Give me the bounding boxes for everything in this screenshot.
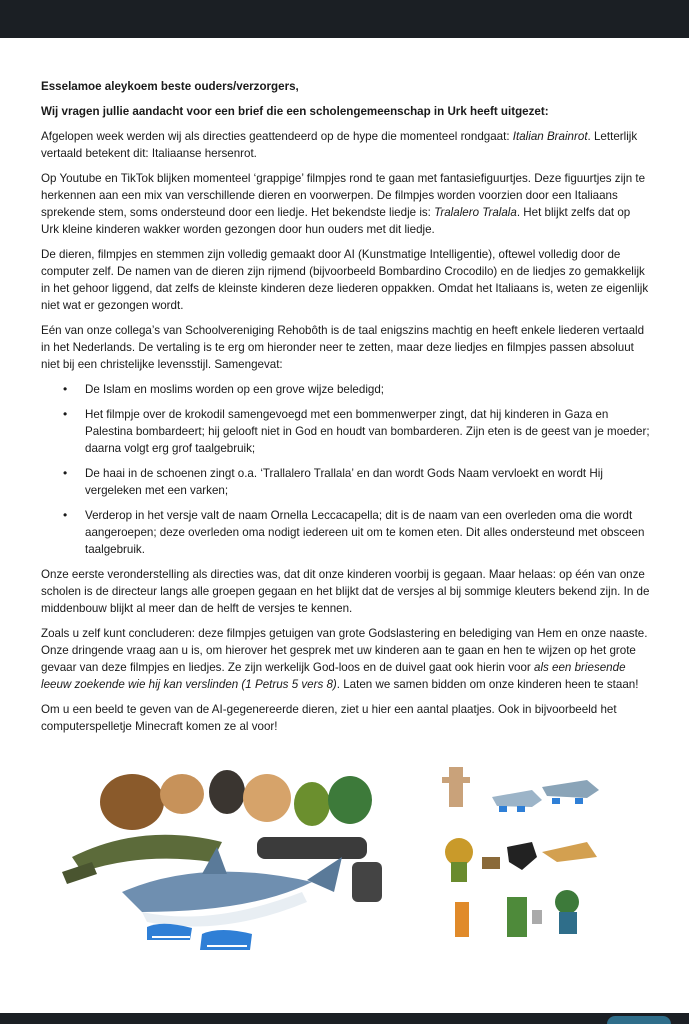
bottom-navigation-bar xyxy=(0,1013,689,1024)
p2-text-b: . Het blijkt zelfs dat op Urk kleine kinderen wakker worden gezongen door hun ouders met dit liedje. xyxy=(41,206,631,236)
home-indicator xyxy=(607,1016,671,1024)
paragraph-1 xyxy=(41,128,651,162)
minecraft-figures-image xyxy=(437,762,617,952)
list-item: • Verderop in het versje valt de naam Ornella Leccacapella; dit is de naam van een overleden oma die wordt aangeroepen; deze overleden oma nodigt iedereen uit om te komen eten. Dit alles ondersteund met obsceen taalgebruik. xyxy=(85,507,651,558)
illustrations xyxy=(52,762,672,962)
paragraph-7: Om u een beeld te geven van de AI-gegenereerde dieren, ziet u hier een aantal plaatjes. Ook in bijvoorbeeld het computerspelletje Minecraft komen ze al voor! xyxy=(41,703,617,733)
ai-animals-collage-image xyxy=(52,762,397,957)
p1-italic: Italian Brainrot xyxy=(512,130,588,143)
summary-list xyxy=(41,381,651,558)
p1-text-a: Afgelopen week werden wij als directies geattendeerd op de hype die momenteel rondgaat: xyxy=(41,130,513,143)
paragraph-4: Eén van onze collega’s van Schoolvereniging Rehobôth is de taal enigszins machtig en heeft enkele liederen vertaald in het Nederlands. De vertaling is te erg om hieronder neer te zetten, maar deze liedjes en filmpjes passen absoluut niet bij een christelijke levensstijl. Samengevat: xyxy=(41,324,645,371)
paragraph-2 xyxy=(41,170,651,238)
list-item: • Het filmpje over de krokodil samengevoegd met een bommenwerper zingt, dat hij kinderen in Gaza en Palestina bombardeert; hij gelooft niet in God en houdt van bombarderen. Zijn eten is de geest van je moeder; daarna volgt erg grof taalgebruik; xyxy=(85,406,651,457)
p2-text-a: Op Youtube en TikTok blijken momenteel ‘grappige’ filmpjes rond te gaan met fantasiefiguurtjes. Deze figuurtjes zijn te herkennen aan een mix van verschillende dieren en voorwerpen. De filmpjes worden voorzien door een Italiaans sprekende stem, soms ondersteund door een liedje. Het bekendste liedje is: xyxy=(41,172,646,219)
p6-text-a: Zoals u zelf kunt concluderen: deze filmpjes getuigen van grote Godslastering en belediging van Hem en onze naaste. Onze dringende vraag aan u is, om hierover het gesprek met uw kinderen aan te gaan en hen te wijzen op het grote gevaar van deze filmpjes en liedjes. Ze zijn werkelijk God-loos en de duivel gaat ook hierin voor xyxy=(41,627,648,674)
list-item: • De Islam en moslims worden op een grove wijze beledigd; xyxy=(85,381,651,398)
paragraph-5: Onze eerste veronderstelling als directies was, dat dit onze kinderen voorbij is gegaan. Maar helaas: op één van onze scholen is de directeur langs alle groepen gegaan en het blijkt dat de versjes al bij sommige kleuters bekend zijn. In de middenbouw blijkt al meer dan de helft de versjes te kennen. xyxy=(41,568,650,615)
top-status-bar xyxy=(0,0,689,38)
p6-italic: als een briesende leeuw zoekende wie hij kan verslinden (1 Petrus 5 vers 8) xyxy=(41,661,626,691)
intro-line: Wij vragen jullie aandacht voor een brief die een scholengemeenschap in Urk heeft uitgezet: xyxy=(41,105,549,118)
p2-italic: Tralalero Tralala xyxy=(434,206,517,219)
p1-text-b: . Letterlijk vertaald betekent dit: Italiaanse hersenrot. xyxy=(41,130,638,160)
greeting: Esselamoe aleykoem beste ouders/verzorgers, xyxy=(41,80,299,93)
letter-document xyxy=(41,78,651,743)
p6-text-b: . Laten we samen bidden om onze kinderen heen te staan! xyxy=(336,678,639,691)
list-item: • De haai in de schoenen zingt o.a. ‘Trallalero Trallala’ en dan wordt Gods Naam vervloekt en wordt Hij vergeleken met een varken; xyxy=(85,465,651,499)
paragraph-3: De dieren, filmpjes en stemmen zijn volledig gemaakt door AI (Kunstmatige Intelligentie), oftewel volledig door de computer zelf. De namen van de dieren zijn rijmend (bijvoorbeeld Bombardino Crocodilo) en de liedjes zo gemakkelijk in het gehoor liggend, dat zelfs de kleinste kinderen deze liederen oppakken. Omdat het Italiaans is, weten ze eigenlijk niet wat er gezongen wordt. xyxy=(41,248,649,312)
paragraph-6 xyxy=(41,625,651,693)
